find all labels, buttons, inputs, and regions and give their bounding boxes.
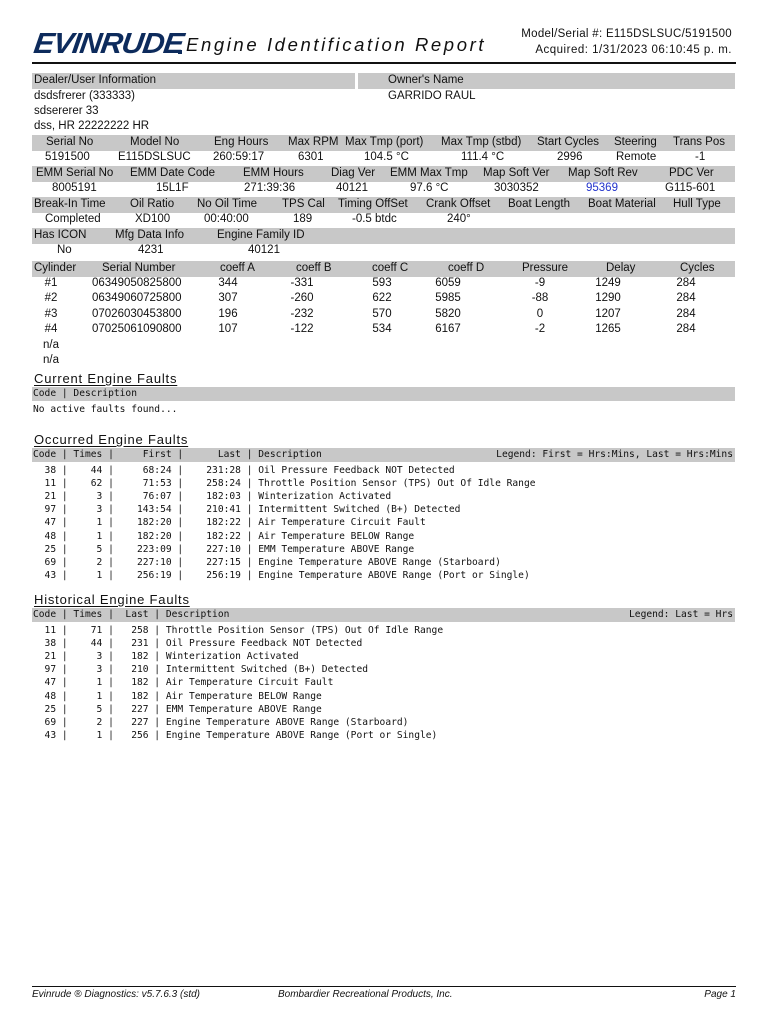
historical-fault-row: 48 | 1 | 182 | Air Temperature BELOW Range: [33, 690, 322, 702]
td-oil-ratio: XD100: [135, 213, 171, 225]
break-in-table-header: [32, 197, 735, 213]
occurred-fault-row: 69 | 2 | 227:10 | 227:15 | Engine Temperature ABOVE Range (Starboard): [33, 556, 501, 568]
model-serial: Model/Serial #: E115DSLSUC/5191500: [521, 28, 732, 40]
cylinder-cell: -122: [290, 323, 314, 336]
th-boat-length: Boat Length: [508, 198, 571, 210]
footer-page-number: Page 1: [704, 989, 736, 1000]
th-hull-type: Hull Type: [673, 198, 721, 210]
td-max-rpm: 6301: [298, 151, 324, 163]
dealer-line-1: dsdsfrerer (333333): [34, 90, 135, 102]
cylinder-cell: 07026030453800: [92, 307, 182, 320]
cylinder-cell: 1290: [595, 292, 621, 305]
cylinder-cell: 593: [372, 277, 392, 289]
th-emm-hours: EMM Hours: [243, 167, 304, 179]
cylinder-cell: 6167: [435, 323, 461, 336]
historical-fault-row: 43 | 1 | 256 | Engine Temperature ABOVE Range (Port or Single): [33, 729, 438, 741]
cylinder-cell: 284: [676, 292, 696, 305]
th-eng-hours: Eng Hours: [214, 136, 269, 148]
th-max-rpm: Max RPM: [288, 136, 339, 148]
th-map-soft-ver: Map Soft Ver: [483, 167, 550, 179]
engine-table-header: [32, 135, 735, 151]
th-emm-serial: EMM Serial No: [36, 167, 114, 179]
cylinder-cell: n/a: [43, 354, 59, 366]
td-map-soft-ver: 3030352: [494, 182, 539, 194]
footer-version: Evinrude ® Diagnostics: v5.7.6.3 (std): [32, 989, 200, 1000]
th-serial-no: Serial No: [46, 136, 94, 148]
report-header: [32, 22, 736, 66]
td-emm-serial: 8005191: [52, 182, 97, 194]
td-crank-offset: 240°: [447, 213, 471, 225]
td-engine-family-id: 40121: [248, 244, 280, 256]
occurred-fault-row: 11 | 62 | 71:53 | 258:24 | Throttle Position Sensor (TPS) Out Of Idle Range: [33, 478, 536, 490]
cylinder-cell: 284: [676, 323, 696, 336]
cylinder-cell: 0: [536, 307, 544, 320]
icon-table-header: [32, 228, 735, 244]
th-start-cycles: Start Cycles: [537, 136, 599, 148]
th-has-icon: Has ICON: [34, 229, 87, 241]
th-coeff-a: coeff A: [220, 262, 255, 274]
th-pdc-ver: PDC Ver: [669, 167, 714, 179]
report-title: Engine Identification Report: [186, 34, 487, 55]
cylinder-cell: 06349050825800: [92, 277, 182, 289]
cylinder-cell: 534: [372, 323, 392, 336]
th-oil-ratio: Oil Ratio: [130, 198, 175, 210]
cylinder-cell: -88: [531, 292, 549, 305]
td-map-soft-rev: 95369: [586, 182, 618, 194]
th-coeff-d: coeff D: [448, 262, 485, 274]
th-trans-pos: Trans Pos: [673, 136, 725, 148]
td-diag-ver: 40121: [336, 182, 368, 194]
brand-name: EVINRUDE: [31, 28, 186, 60]
historical-faults-title: Historical Engine Faults: [34, 592, 190, 607]
cylinder-cell: -331: [290, 277, 314, 289]
cylinder-cell: 284: [676, 277, 696, 289]
th-boat-material: Boat Material: [588, 198, 656, 210]
td-emm-date-code: 15L1F: [156, 182, 189, 194]
dealer-owner-header: [32, 73, 735, 89]
cylinder-cell: 284: [676, 307, 696, 320]
th-timing-offset: Timing OffSet: [338, 198, 408, 210]
cylinder-cell: 5820: [435, 307, 461, 320]
td-tps-cal: 189: [293, 213, 313, 225]
historical-fault-row: 11 | 71 | 258 | Throttle Position Sensor (TPS) Out Of Idle Range: [33, 625, 444, 636]
td-mfg-data-info: 4231: [138, 244, 164, 256]
td-pdc-ver: G115-601: [665, 182, 716, 194]
current-faults-header: [32, 387, 735, 401]
cylinder-table-header: [32, 261, 735, 277]
cylinder-cell: 1249: [595, 277, 621, 289]
cylinder-cell: -9: [534, 277, 546, 289]
cylinder-cell: n/a: [43, 338, 59, 351]
header-gap: [355, 73, 358, 89]
occurred-fault-row: 43 | 1 | 256:19 | 256:19 | Engine Temperature ABOVE Range (Port or Single): [33, 569, 530, 581]
cylinder-cell: -232: [290, 307, 314, 320]
cylinder-cell: #4: [44, 323, 58, 336]
cylinder-cell: 196: [218, 307, 238, 320]
historical-fault-row: 97 | 3 | 210 | Intermittent Switched (B+) Detected: [33, 664, 369, 676]
td-eng-hours: 260:59:17: [213, 151, 265, 163]
occurred-fault-row: 25 | 5 | 223:09 | 227:10 | EMM Temperature ABOVE Range: [33, 543, 415, 555]
current-faults-title: Current Engine Faults: [34, 371, 178, 386]
evinrude-logo: [31, 28, 186, 60]
current-faults-message: No active faults found...: [33, 404, 178, 415]
td-start-cycles: 2996: [557, 151, 583, 163]
occurred-fault-row: 21 | 3 | 76:07 | 182:03 | Winterization Activated: [33, 491, 392, 503]
td-break-in-time: Completed: [45, 213, 101, 225]
cylinder-cell: 6059: [435, 277, 461, 289]
th-mfg-data-info: Mfg Data Info: [115, 229, 185, 241]
th-emm-max-tmp: EMM Max Tmp: [390, 167, 468, 179]
cylinder-cell: 5985: [435, 292, 461, 305]
td-emm-max-tmp: 97.6 °C: [410, 182, 449, 194]
cylinder-cell: #1: [44, 277, 58, 289]
th-coeff-c: coeff C: [372, 262, 409, 274]
dealer-label: Dealer/User Information: [34, 74, 157, 86]
cylinder-cell: 1207: [595, 307, 621, 320]
historical-fault-row: 21 | 3 | 182 | Winterization Activated: [33, 651, 299, 663]
th-max-tmp-port: Max Tmp (port): [345, 136, 424, 148]
cylinder-cell: 107: [218, 323, 238, 336]
th-tps-cal: TPS Cal: [282, 198, 325, 210]
historical-faults-header: [32, 608, 735, 622]
th-pressure: Pressure: [522, 262, 569, 274]
td-max-tmp-port: 104.5 °C: [364, 151, 409, 163]
td-serial-no: 5191500: [45, 151, 90, 163]
th-coeff-b: coeff B: [296, 262, 332, 274]
emm-table-header: [32, 166, 735, 182]
cylinder-cell: 307: [218, 292, 238, 305]
th-emm-date-code: EMM Date Code: [130, 167, 216, 179]
header-divider: [32, 62, 736, 64]
occurred-faults-legend: Legend: First = Hrs:Mins, Last = Hrs:Mins: [496, 449, 733, 460]
occurred-fault-row: 47 | 1 | 182:20 | 182:22 | Air Temperature Circuit Fault: [33, 517, 426, 529]
th-crank-offset: Crank Offset: [426, 198, 491, 210]
cylinder-cell: 622: [372, 292, 392, 305]
th-diag-ver: Diag Ver: [331, 167, 376, 179]
historical-fault-row: 25 | 5 | 227 | EMM Temperature ABOVE Range: [33, 703, 322, 715]
footer-company: Bombardier Recreational Products, Inc.: [278, 989, 453, 1000]
th-steering: Steering: [614, 136, 657, 148]
td-has-icon: No: [57, 244, 72, 256]
cylinder-cell: 1265: [595, 323, 621, 336]
occurred-faults-header: [32, 448, 735, 462]
td-steering: Remote: [616, 151, 657, 163]
cylinder-cell: 344: [218, 277, 238, 289]
occurred-fault-row: 38 | 44 | 68:24 | 231:28 | Oil Pressure Feedback NOT Detected: [33, 465, 455, 476]
td-trans-pos: -1: [695, 151, 706, 163]
th-delay: Delay: [606, 262, 636, 274]
cylinder-cell: #2: [44, 292, 58, 305]
th-engine-family-id: Engine Family ID: [217, 229, 305, 241]
cylinder-cell: 06349060725800: [92, 292, 182, 305]
td-max-tmp-stbd: 111.4 °C: [461, 151, 505, 163]
occurred-fault-row: 48 | 1 | 182:20 | 182:22 | Air Temperature BELOW Range: [33, 530, 415, 542]
dealer-line-2: sdsererer 33: [34, 105, 99, 117]
th-serial-number: Serial Number: [102, 262, 176, 274]
owner-label: Owner's Name: [388, 74, 464, 86]
td-no-oil-time: 00:40:00: [204, 213, 249, 225]
td-emm-hours: 271:39:36: [244, 182, 296, 194]
cylinder-cell: 07025061090800: [92, 323, 182, 336]
cylinder-cell: 570: [372, 307, 392, 320]
historical-faults-columns: Code | Times | Last | Description: [33, 609, 230, 620]
current-faults-columns: Code | Description: [33, 388, 137, 399]
dealer-line-3: dss, HR 22222222 HR: [34, 120, 150, 132]
th-model-no: Model No: [130, 136, 180, 148]
cylinder-cell: -2: [534, 323, 546, 336]
cylinder-cell: #3: [44, 307, 58, 320]
historical-fault-row: 47 | 1 | 182 | Air Temperature Circuit Fault: [33, 677, 334, 689]
historical-fault-row: 69 | 2 | 227 | Engine Temperature ABOVE Range (Starboard): [33, 716, 409, 728]
occurred-faults-columns: Code | Times | First | Last | Description: [33, 449, 322, 460]
th-cycles: Cycles: [680, 262, 715, 274]
historical-fault-row: 38 | 44 | 231 | Oil Pressure Feedback NOT Detected: [33, 638, 363, 650]
th-break-in-time: Break-In Time: [34, 198, 106, 210]
occurred-fault-row: 97 | 3 | 143:54 | 210:41 | Intermittent Switched (B+) Detected: [33, 504, 461, 516]
td-model-no: E115DSLSUC: [118, 151, 191, 163]
th-no-oil-time: No Oil Time: [197, 198, 258, 210]
td-timing-offset: -0.5 btdc: [352, 213, 397, 225]
cylinder-cell: -260: [290, 292, 314, 305]
th-map-soft-rev: Map Soft Rev: [568, 167, 638, 179]
historical-faults-legend: Legend: Last = Hrs: [629, 609, 733, 620]
th-cylinder: Cylinder: [34, 262, 77, 274]
occurred-faults-title: Occurred Engine Faults: [34, 432, 189, 447]
page-footer: [32, 986, 736, 1002]
acquired-date: Acquired: 1/31/2023 06:10:45 p. m.: [535, 44, 732, 56]
th-max-tmp-stbd: Max Tmp (stbd): [441, 136, 522, 148]
owner-name: GARRIDO RAUL: [388, 90, 476, 102]
